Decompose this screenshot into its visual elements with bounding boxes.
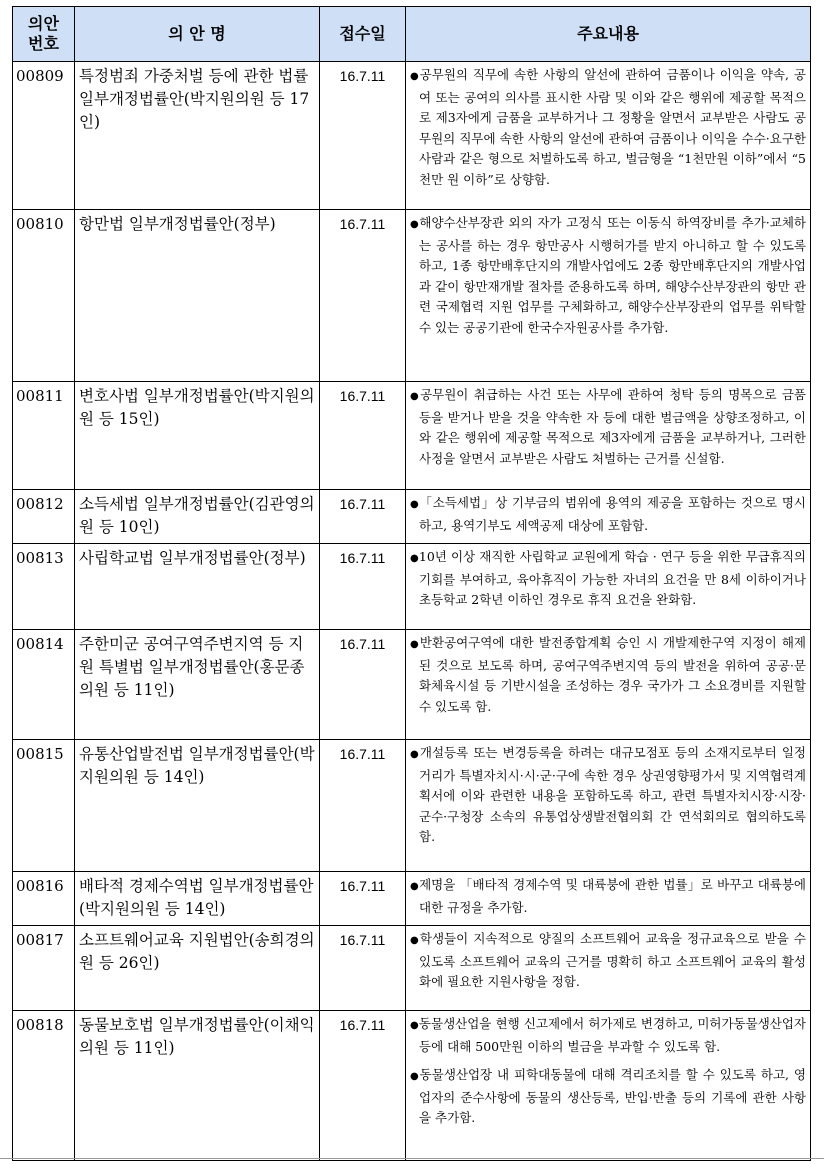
bullet-dot-icon: ● (410, 71, 420, 82)
header-bill-number-line1: 의안 (28, 14, 59, 33)
bullet-dot-icon: ● (410, 219, 420, 230)
table-row (13, 740, 811, 872)
content-point (410, 213, 806, 338)
received-date: 16.7.11 (320, 630, 406, 740)
content-point (410, 633, 806, 717)
header-bill-title: 의 안 명 (75, 7, 320, 62)
content-point (410, 875, 806, 918)
table-row (13, 630, 811, 740)
content-point-text: 해양수산부장관 외의 자가 고정식 또는 이동식 하역장비를 추가·교체하는 공사를 하는 경우 항만공사 시행허가를 받지 아니하고 할 수 있도록 하고, 1종 항만배후단지의 개발사업에도 2종 항만배후단지의 개발사업과 같이 항만재개발 절차를 준용하도록 하며, 해양수산부장관의 항만 관련 국제협력 지원 업무를 구체화하고, 해양수산부장관의 업무를 위탁할 수 있는 공공기관에 한국수자원공사를 추가함. (419, 215, 806, 335)
content-point-text: 학생들이 지속적으로 양질의 소프트웨어 교육을 정규교육으로 받을 수 있도록 소프트웨어 교육의 근거를 명확히 하고 소프트웨어 교육의 활성화에 필요한 지원사항을 정함. (419, 931, 806, 989)
main-content (406, 926, 811, 1011)
content-point-text: 반환공여구역에 대한 발전종합계획 승인 시 개발제한구역 지정이 해제된 것으로 보도록 하며, 공여구역주변지역 등의 발전을 위하여 공공·문화체육시설 등 기반시설을 조성하는 경우 국가가 그 소요경비를 지원할 수 있도록 함. (419, 635, 806, 714)
table-header-row (13, 7, 811, 62)
main-content (406, 544, 811, 630)
table-body (13, 62, 811, 1161)
content-point (410, 929, 806, 993)
bullet-dot-icon: ● (410, 1020, 419, 1031)
bill-title: 변호사법 일부개정법률안(박지원의원 등 15인) (75, 382, 320, 490)
received-date: 16.7.11 (320, 872, 406, 926)
bill-number: 00815 (13, 740, 75, 872)
content-point-text: 동물생산업장 내 피학대동물에 대해 격리조치를 할 수 있도록 하고, 영업자의 준수사항에 동물의 생산등록, 반입·반출 등의 기록에 관한 사항을 추가함. (419, 1067, 806, 1125)
content-point (410, 1065, 806, 1129)
content-point (410, 493, 806, 536)
main-content (406, 62, 811, 210)
table-row (13, 62, 811, 210)
content-point-text: 개설등록 또는 변경등록을 하려는 대규모점포 등의 소재지로부터 일정 거리가 특별자치시·시·군·구에 속한 경우 상권영향평가서 및 지역협력계획서에 이와 관련한 내용을 포함하도록 하고, 관련 특별자치시장·시장·군수·구청장 소속의 유통업상생발전협의회 간 연석회의로 협의하도록 함. (419, 745, 806, 844)
bullet-dot-icon: ● (410, 749, 420, 760)
bullet-dot-icon: ● (410, 881, 420, 892)
header-received-date: 접수일 (320, 7, 406, 62)
content-point-text: 공무원이 취급하는 사건 또는 사무에 관하여 청탁 등의 명목으로 금품 등을 받거나 받을 것을 약속한 자 등에 대한 벌금액을 상향조정하고, 이와 같은 행위에 제공할 목적으로 제3자에게 금품을 교부하거나, 그러한 사정을 알면서 교부받은 사람도 처벌하는 근거를 신설함. (419, 387, 806, 466)
bill-number: 00809 (13, 62, 75, 210)
bill-number: 00812 (13, 490, 75, 544)
received-date: 16.7.11 (320, 382, 406, 490)
received-date: 16.7.11 (320, 544, 406, 630)
content-point-text: 제명을 「배타적 경제수역 및 대륙붕에 관한 법률」로 바꾸고 대륙붕에 대한 규정을 추가함. (419, 877, 806, 915)
main-content (406, 872, 811, 926)
table-row (13, 210, 811, 382)
bill-title: 유통산업발전법 일부개정법률안(박지원의원 등 14인) (75, 740, 320, 872)
header-main-content: 주요내용 (406, 7, 811, 62)
bill-title: 주한미군 공여구역주변지역 등 지원 특별법 일부개정법률안(홍문종의원 등 11인) (75, 630, 320, 740)
received-date: 16.7.11 (320, 210, 406, 382)
content-point-text: 「소득세법」상 기부금의 범위에 용역의 제공을 포함하는 것으로 명시하고, 용역기부도 세액공제 대상에 포함함. (419, 495, 806, 533)
table-row (13, 382, 811, 490)
bill-table (12, 6, 811, 1161)
main-content (406, 490, 811, 544)
content-point (410, 743, 806, 848)
bill-number: 00814 (13, 630, 75, 740)
bill-title: 동물보호법 일부개정법률안(이채익의원 등 11인) (75, 1011, 320, 1161)
main-content (406, 740, 811, 872)
main-content (406, 630, 811, 740)
bullet-dot-icon: ● (410, 935, 420, 946)
bill-number: 00817 (13, 926, 75, 1011)
table-row (13, 872, 811, 926)
bullet-dot-icon: ● (410, 391, 421, 402)
table-row (13, 490, 811, 544)
bill-number: 00810 (13, 210, 75, 382)
bullet-dot-icon: ● (410, 499, 420, 510)
bullet-dot-icon: ● (410, 639, 420, 650)
header-bill-number-line2: 번호 (28, 34, 59, 53)
bill-number: 00818 (13, 1011, 75, 1161)
content-point (410, 1014, 806, 1057)
content-point-text: 동물생산업을 현행 신고제에서 허가제로 변경하고, 미허가동물생산업자 등에 대해 500만원 이하의 벌금을 부과할 수 있도록 함. (418, 1016, 806, 1054)
received-date: 16.7.11 (320, 62, 406, 210)
bill-title: 배타적 경제수역법 일부개정법률안(박지원의원 등 14인) (75, 872, 320, 926)
table-row (13, 1011, 811, 1161)
table-row (13, 926, 811, 1011)
content-point (410, 385, 806, 469)
bill-title: 항만법 일부개정법률안(정부) (75, 210, 320, 382)
bill-title: 특정범죄 가중처벌 등에 관한 법률 일부개정법률안(박지원의원 등 17인) (75, 62, 320, 210)
bill-number: 00816 (13, 872, 75, 926)
received-date: 16.7.11 (320, 490, 406, 544)
main-content (406, 210, 811, 382)
content-point (410, 65, 806, 190)
table-row (13, 544, 811, 630)
received-date: 16.7.11 (320, 1011, 406, 1161)
main-content (406, 1011, 811, 1161)
header-bill-number (13, 7, 75, 62)
bill-title: 소프트웨어교육 지원법안(송희경의원 등 26인) (75, 926, 320, 1011)
received-date: 16.7.11 (320, 926, 406, 1011)
content-point-text: 10년 이상 재직한 사립학교 교원에게 학습 · 연구 등을 위한 무급휴직의 기회를 부여하고, 육아휴직이 가능한 자녀의 요건을 만 8세 이하이거나 초등학교 2학년 이하인 경우로 휴직 요건을 완화함. (418, 549, 806, 607)
bill-number: 00813 (13, 544, 75, 630)
bill-title: 사립학교법 일부개정법률안(정부) (75, 544, 320, 630)
content-point (410, 547, 806, 611)
bill-title: 소득세법 일부개정법률안(김관영의원 등 10인) (75, 490, 320, 544)
content-point-text: 공무원의 직무에 속한 사항의 알선에 관하여 금품이나 이익을 약속, 공여 또는 공여의 의사를 표시한 사람 및 이와 같은 행위에 제공할 목적으로 제3자에게 금품을 교부하거나 그 정황을 알면서 교부받은 사람도 공무원의 직무에 속한 사항의 알선에 관하여 금품이나 이익을 수수·요구한 사람과 같은 형으로 처벌하도록 하고, 벌금형을 “1천만원 이하”에서 “5천만 원 이하”로 상향함. (419, 67, 806, 187)
bill-number: 00811 (13, 382, 75, 490)
bill-list-page (12, 6, 810, 1161)
bullet-dot-icon: ● (410, 553, 419, 564)
page-bottom-rule (0, 1158, 824, 1159)
received-date: 16.7.11 (320, 740, 406, 872)
bullet-dot-icon: ● (410, 1071, 420, 1082)
main-content (406, 382, 811, 490)
